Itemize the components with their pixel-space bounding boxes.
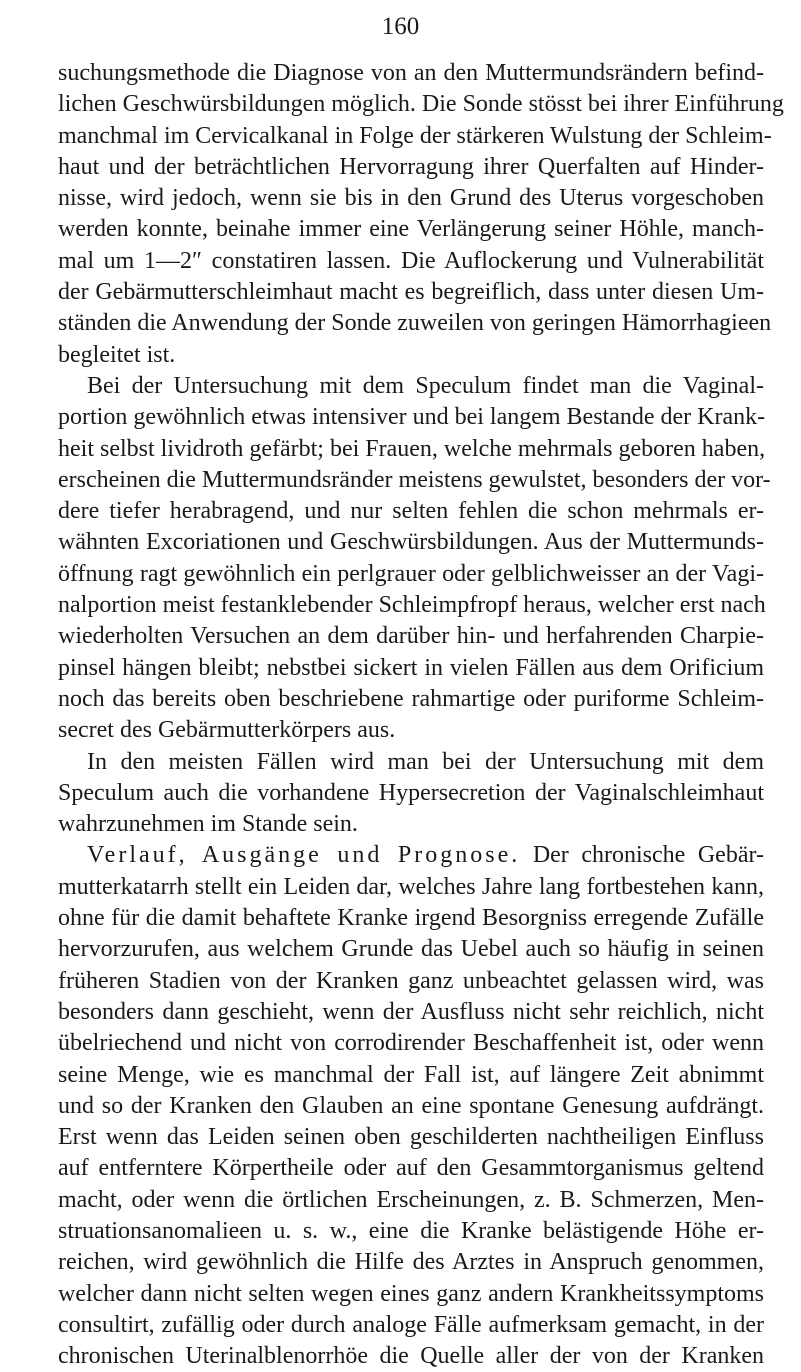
text-line: hervorzurufen, aus welchem Grunde das Uebel auch so häufig in seinen — [58, 936, 764, 963]
text-line: besonders dann geschieht, wenn der Ausfluss nicht sehr reichlich, nicht — [58, 998, 764, 1025]
body-text — [58, 58, 784, 1372]
text-line: erscheinen die Muttermundsränder meistens gewulstet, besonders der vor- — [58, 466, 771, 493]
text-line: mutterkatarrh stellt ein Leiden dar, welches Jahre lang fortbestehen kann, — [58, 873, 764, 900]
text-line: pinsel hängen bleibt; nebstbei sickert in vielen Fällen aus dem Orificium — [58, 654, 764, 681]
text-line: früheren Stadien von der Kranken ganz unbeachtet gelassen wird, was — [58, 967, 764, 994]
text-line: seine Menge, wie es manchmal der Fall ist, auf längere Zeit abnimmt — [58, 1061, 764, 1088]
text-line: auf entferntere Körpertheile oder auf den Gesammtorganismus geltend — [58, 1155, 764, 1182]
text-line: welcher dann nicht selten wegen eines ganz andern Krankheitssymptoms — [58, 1280, 764, 1307]
text-line: lichen Geschwürsbildungen möglich. Die Sonde stösst bei ihrer Einführung — [58, 91, 784, 118]
text-line: ohne für die damit behaftete Kranke irgend Besorgniss erregende Zufälle — [58, 905, 764, 932]
text-line: ständen die Anwendung der Sonde zuweilen von geringen Hämorrhagieen — [58, 310, 772, 337]
text-line: wahrzunehmen im Stande sein. — [58, 811, 358, 838]
section-heading: Verlauf, Ausgänge und Prognose. — [87, 842, 521, 869]
text-line: noch das bereits oben beschriebene rahmartige oder puriforme Schleim- — [58, 685, 764, 712]
text-line: und so der Kranken den Glauben an eine spontane Genesung aufdrängt. — [58, 1092, 764, 1119]
text-line: wiederholten Versuchen an dem darüber hin- und herfahrenden Charpie- — [58, 623, 764, 650]
text-line: reichen, wird gewöhnlich die Hilfe des Arztes in Anspruch genommen, — [58, 1249, 764, 1276]
text-line: wähnten Excoriationen und Geschwürsbildungen. Aus der Muttermunds- — [58, 529, 764, 556]
text-line: Erst wenn das Leiden seinen oben geschilderten nachtheiligen Einfluss — [58, 1124, 764, 1151]
text-line: werden konnte, beinahe immer eine Verlängerung seiner Höhle, manch- — [58, 216, 764, 243]
text-line: haut und der beträchtlichen Hervorragung ihrer Querfalten auf Hinder- — [58, 153, 764, 180]
text-line: macht, oder wenn die örtlichen Erscheinungen, z. B. Schmerzen, Men- — [58, 1186, 764, 1213]
text-line: portion gewöhnlich etwas intensiver und bei langem Bestande der Krank- — [58, 404, 766, 431]
text-line: Speculum auch die vorhandene Hypersecretion der Vaginalschleimhaut — [58, 779, 764, 806]
text-line: consultirt, zufällig oder durch analoge Fälle aufmerksam gemacht, in der — [58, 1311, 764, 1338]
text-line: der Gebärmutterschleimhaut macht es begreiflich, dass unter diesen Um- — [58, 279, 764, 306]
text-line: öffnung ragt gewöhnlich ein perlgrauer oder gelblichweisser an der Vagi- — [58, 560, 764, 587]
text-line: Bei der Untersuchung mit dem Speculum findet man die Vaginal- — [87, 372, 764, 399]
text-line: In den meisten Fällen wird man bei der Untersuchung mit dem — [87, 748, 764, 775]
text-line: begleitet ist. — [58, 341, 176, 368]
text-line: nisse, wird jedoch, wenn sie bis in den Grund des Uterus vorgeschoben — [58, 185, 764, 212]
text-line: secret des Gebärmutterkörpers aus. — [58, 717, 396, 744]
text-line: struationsanomalieen u. s. w., eine die Kranke belästigende Höhe er- — [58, 1217, 764, 1244]
text-line: übelriechend und nicht von corrodirender Beschaffenheit ist, oder wenn — [58, 1030, 764, 1057]
text-line-rest: Der chronische Gebär- — [520, 842, 764, 869]
text-line: dere tiefer herabragend, und nur selten fehlen die schon mehrmals er- — [58, 498, 764, 525]
text-line: manchmal im Cervicalkanal in Folge der stärkeren Wulstung der Schleim- — [58, 122, 772, 149]
text-line: heit selbst lividroth gefärbt; bei Frauen, welche mehrmals geboren haben, — [58, 435, 766, 462]
text-line: mal um 1—2″ constatiren lassen. Die Auflockerung und Vulnerabilität — [58, 247, 764, 274]
text-line: chronischen Uterinalblenorrhöe die Quelle aller der von der Kranken — [58, 1343, 764, 1370]
text-line: nalportion meist festanklebender Schleimpfropf heraus, welcher erst nach — [58, 592, 766, 619]
page-number: 160 — [381, 13, 420, 40]
text-line — [58, 840, 764, 871]
text-line: suchungsmethode die Diagnose von an den Muttermundsrändern befind- — [58, 60, 764, 86]
